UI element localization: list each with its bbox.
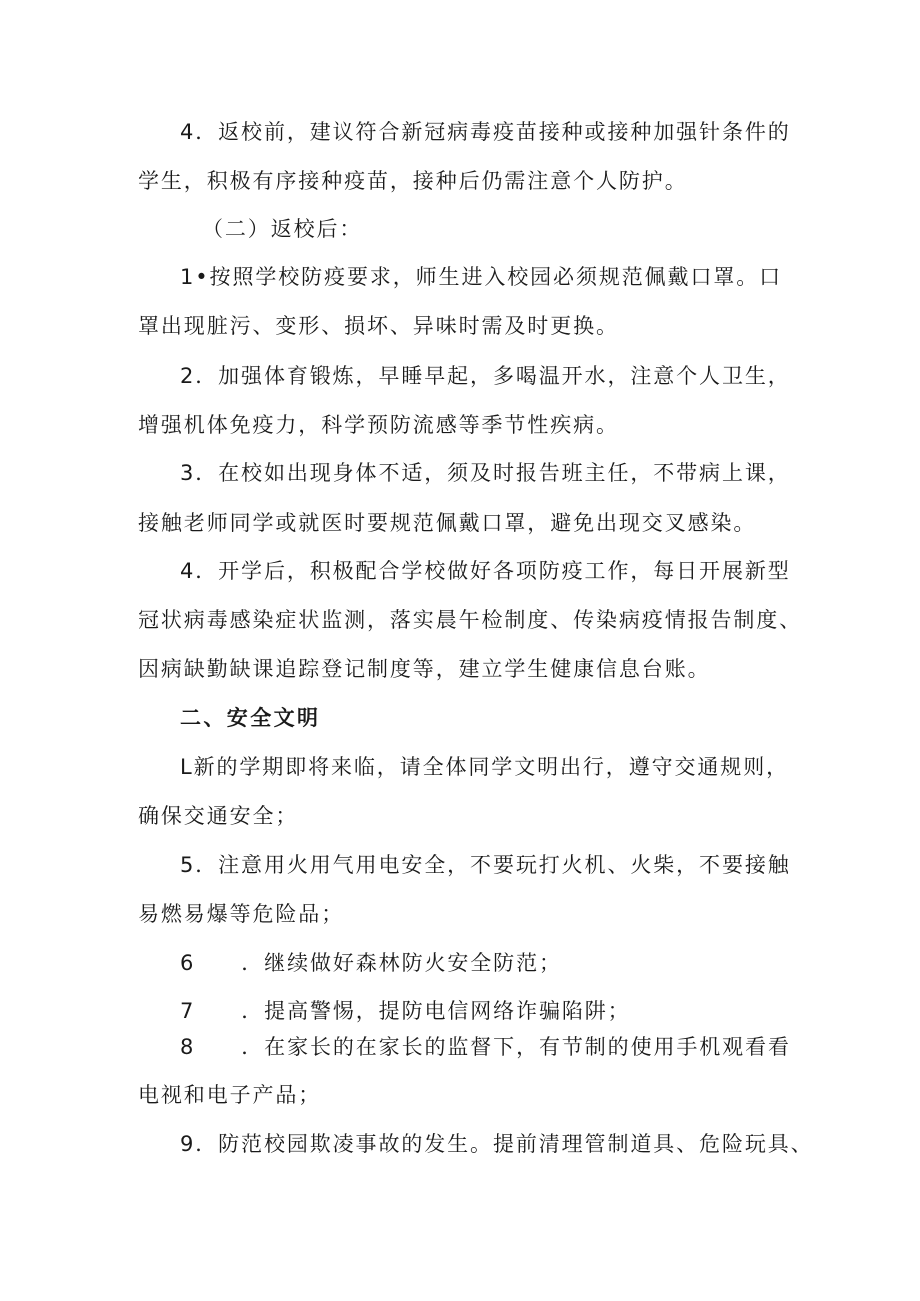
paragraph-line: 易燃易爆等危险品； (138, 902, 345, 926)
paragraph-line: 因病缺勤缺课追踪登记制度等，建立学生健康信息台账。 (138, 657, 711, 681)
paragraph-line: 罩出现脏污、变形、损坏、异味时需及时更换。 (138, 314, 619, 338)
list-text: ．在家长的在家长的监督下，有节制的使用手机观看看 (241, 1035, 791, 1059)
list-number: 7 (180, 999, 196, 1023)
paragraph-line: 电视和电子产品； (138, 1083, 322, 1107)
section-heading: 二、安全文明 (180, 706, 321, 730)
paragraph-line: 4．返校前，建议符合新冠病毒疫苗接种或接种加强针条件的 (180, 120, 791, 144)
list-number: 6 (180, 951, 196, 975)
paragraph-line: 学生，积极有序接种疫苗，接种后仍需注意个人防护。 (138, 169, 688, 193)
list-item (180, 996, 631, 1026)
paragraph-line: 3．在校如出现身体不适，须及时报告班主任，不带病上课， (180, 461, 791, 485)
paragraph-line: 接触老师同学或就医时要规范佩戴口罩，避免出现交叉感染。 (138, 511, 757, 535)
list-item (180, 948, 562, 978)
paragraph-line: 增强机体免疫力，科学预防流感等季节性疾病。 (138, 413, 619, 437)
list-number: 8 (180, 1035, 196, 1059)
paragraph-line: 2．加强体育锻炼，早睡早起，多喝温开水，注意个人卫生， (180, 364, 791, 388)
paragraph-line: L新的学期即将来临，请全体同学文明出行，遵守交通规则， (180, 755, 789, 779)
paragraph-line: 9．防范校园欺凌事故的发生。提前清理管制道具、危险玩具、 (180, 1132, 814, 1156)
paragraph-line: 1•按照学校防疫要求，师生进入校园必须规范佩戴口罩。口 (180, 265, 783, 289)
paragraph-line: 确保交通安全； (138, 804, 299, 828)
paragraph-line: 冠状病毒感染症状监测，落实晨午检制度、传染病疫情报告制度、 (138, 608, 803, 632)
list-text: ．继续做好森林防火安全防范； (241, 951, 562, 975)
paragraph-line: 4．开学后，积极配合学校做好各项防疫工作，每日开展新型 (180, 559, 791, 583)
list-text: ．提高警惕，提防电信网络诈骗陷阱； (241, 999, 631, 1023)
list-item (180, 1032, 791, 1062)
section-subheading: （二）返校后： (202, 217, 363, 241)
paragraph-line: 5．注意用火用气用电安全，不要玩打火机、火柴，不要接触 (180, 853, 791, 877)
